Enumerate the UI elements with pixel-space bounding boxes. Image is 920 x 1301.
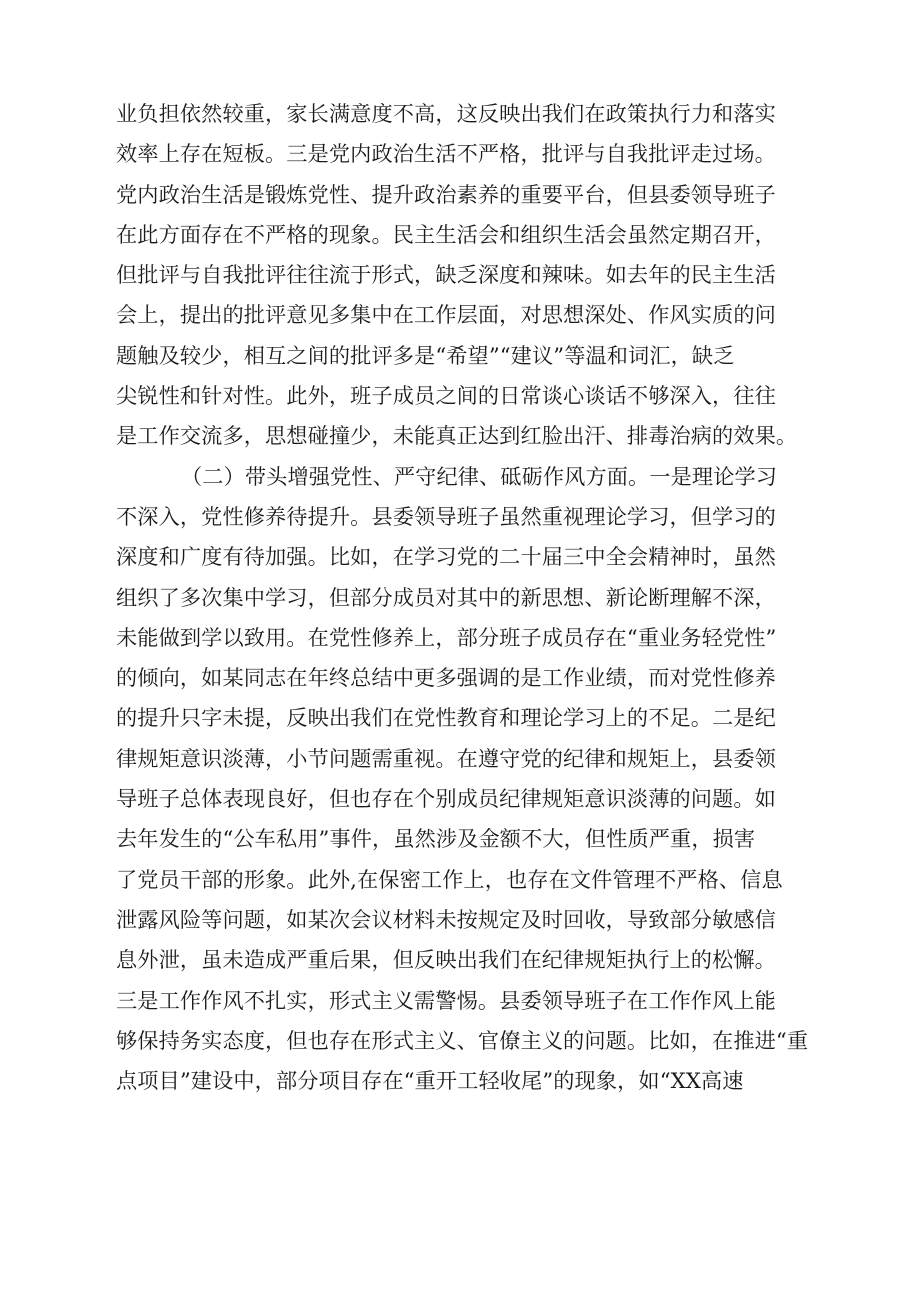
text-line: 息外泄，虽未造成严重后果，但反映出我们在纪律规矩执行上的松懈。 <box>116 947 776 973</box>
text-line: 在此方面存在不严格的现象。民主生活会和组织生活会虽然定期召开， <box>116 221 776 247</box>
text-line: 律规矩意识淡薄，小节问题需重视。在遵守党的纪律和规矩上，县委领 <box>116 745 776 771</box>
text-line: 党内政治生活是锻炼党性、提升政治素养的重要平台，但县委领导班子 <box>116 181 776 207</box>
text-line: 三是工作作风不扎实，形式主义需警惕。县委领导班子在工作作风上能 <box>116 987 776 1013</box>
text-line: 尖锐性和针对性。此外，班子成员之间的日常谈心谈话不够深入，往往 <box>116 383 776 409</box>
text-line: 效率上存在短板。三是党内政治生活不严格，批评与自我批评走过场。 <box>116 141 776 167</box>
text-line: 的倾向，如某同志在年终总结中更多强调的是工作业绩，而对党性修养 <box>116 665 776 691</box>
text-line: 未能做到学以致用。在党性修养上，部分班子成员存在“重业务轻党性” <box>116 624 777 650</box>
text-line: 业负担依然较重，家长满意度不高，这反映出我们在政策执行力和落实 <box>116 101 776 126</box>
text-line: 的提升只字未提，反映出我们在党性教育和理论学习上的不足。二是纪 <box>116 705 776 731</box>
section-heading-line: （二）带头增强党性、严守纪律、砥砺作风方面。一是理论学习 <box>181 463 778 489</box>
text-line: 导班子总体表现良好，但也存在个别成员纪律规矩意识淡薄的问题。如 <box>116 786 776 812</box>
body-text <box>116 94 836 1101</box>
text-line: 够保持务实态度，但也存在形式主义、官僚主义的问题。比如，在推进“重 <box>116 1027 809 1053</box>
text-line: 深度和广度有待加强。比如，在学习党的二十届三中全会精神时，虽然 <box>116 544 776 570</box>
text-line: 但批评与自我批评往往流于形式，缺乏深度和辣味。如去年的民主生活 <box>116 262 776 288</box>
text-line: 是工作交流多，思想碰撞少，未能真正达到红脸出汗、排毒治病的效果。 <box>116 423 798 449</box>
text-line: 点项目”建设中，部分项目存在“重开工轻收尾”的现象，如“XX高速 <box>116 1068 744 1094</box>
text-line: 会上，提出的批评意见多集中在工作层面，对思想深处、作风实质的问 <box>116 302 776 328</box>
text-line: 题触及较少，相互之间的批评多是“希望”“建议”等温和词汇，缺乏 <box>116 342 735 368</box>
text-line: 泄露风险等问题，如某次会议材料未按规定及时回收，导致部分敏感信 <box>116 906 776 932</box>
text-line: 不深入，党性修养待提升。县委领导班子虽然重视理论学习，但学习的 <box>116 503 776 529</box>
text-line: 了党员干部的形象。此外,在保密工作上，也存在文件管理不严格、信息 <box>116 866 783 892</box>
text-line: 去年发生的“公车私用”事件，虽然涉及金额不大，但性质严重，损害 <box>116 826 756 852</box>
text-line: 组织了多次集中学习，但部分成员对其中的新思想、新论断理解不深， <box>116 584 776 610</box>
